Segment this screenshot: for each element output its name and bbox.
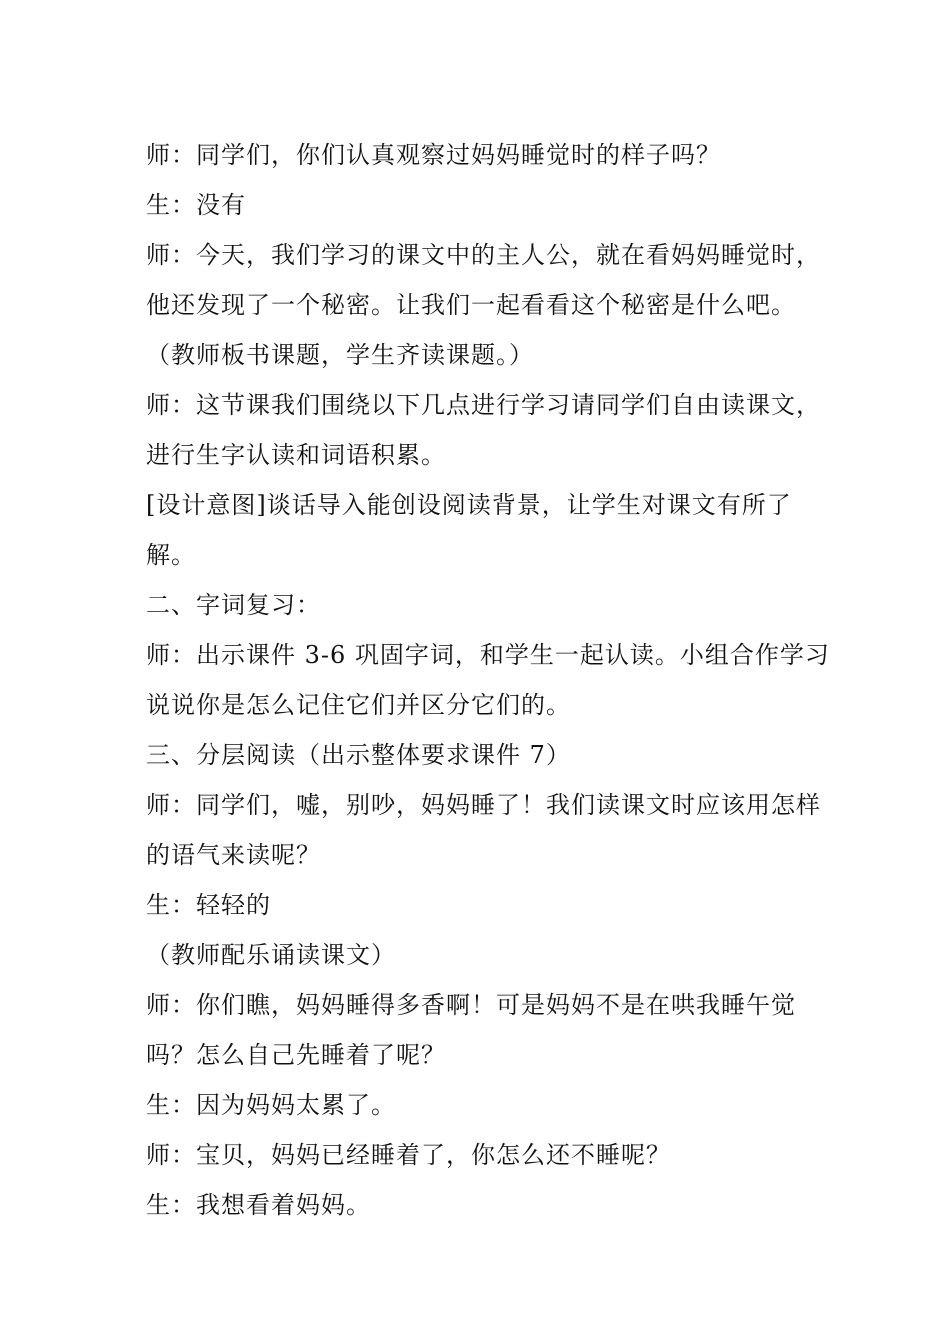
text-line: 师：同学们，你们认真观察过妈妈睡觉时的样子吗？ [146, 141, 721, 169]
text-line: 吗？怎么自己先睡着了呢？ [146, 1041, 446, 1069]
text-line: （教师配乐诵读课文） [146, 941, 396, 969]
text-line: 说说你是怎么记住它们并区分它们的。 [146, 691, 571, 719]
text-line: 进行生字认读和词语积累。 [146, 441, 446, 469]
text-line: 他还发现了一个秘密。让我们一起看看这个秘密是什么吧。 [146, 291, 796, 319]
text-line: 师：同学们，嘘，别吵，妈妈睡了！我们读课文时应该用怎样 [146, 791, 821, 819]
text-line: 生：没有 [146, 191, 246, 219]
text-line: 生：因为妈妈太累了。 [146, 1091, 396, 1119]
text-line: 师：你们瞧，妈妈睡得多香啊！可是妈妈不是在哄我睡午觉 [146, 991, 796, 1019]
text-line: 师：今天，我们学习的课文中的主人公，就在看妈妈睡觉时， [146, 241, 821, 269]
text-line: 生：我想看着妈妈。 [146, 1191, 371, 1219]
section-heading: 三、分层阅读（出示整体要求课件 7） [146, 741, 571, 769]
section-heading: 二、字词复习： [146, 591, 321, 619]
text-line: 师：宝贝，妈妈已经睡着了，你怎么还不睡呢？ [146, 1141, 671, 1169]
document-body [146, 130, 836, 1230]
text-line: 的语气来读呢？ [146, 841, 321, 869]
text-line: 生：轻轻的 [146, 891, 271, 919]
text-line: 师：这节课我们围绕以下几点进行学习请同学们自由读课文， [146, 391, 821, 419]
text-line: 师：出示课件 3-6 巩固字词，和学生一起认读。小组合作学习 [146, 641, 830, 669]
text-line: [设计意图]谈话导入能创设阅读背景，让学生对课文有所了 [146, 491, 792, 519]
text-line: （教师板书课题，学生齐读课题。） [146, 341, 534, 369]
text-line: 解。 [146, 541, 196, 569]
